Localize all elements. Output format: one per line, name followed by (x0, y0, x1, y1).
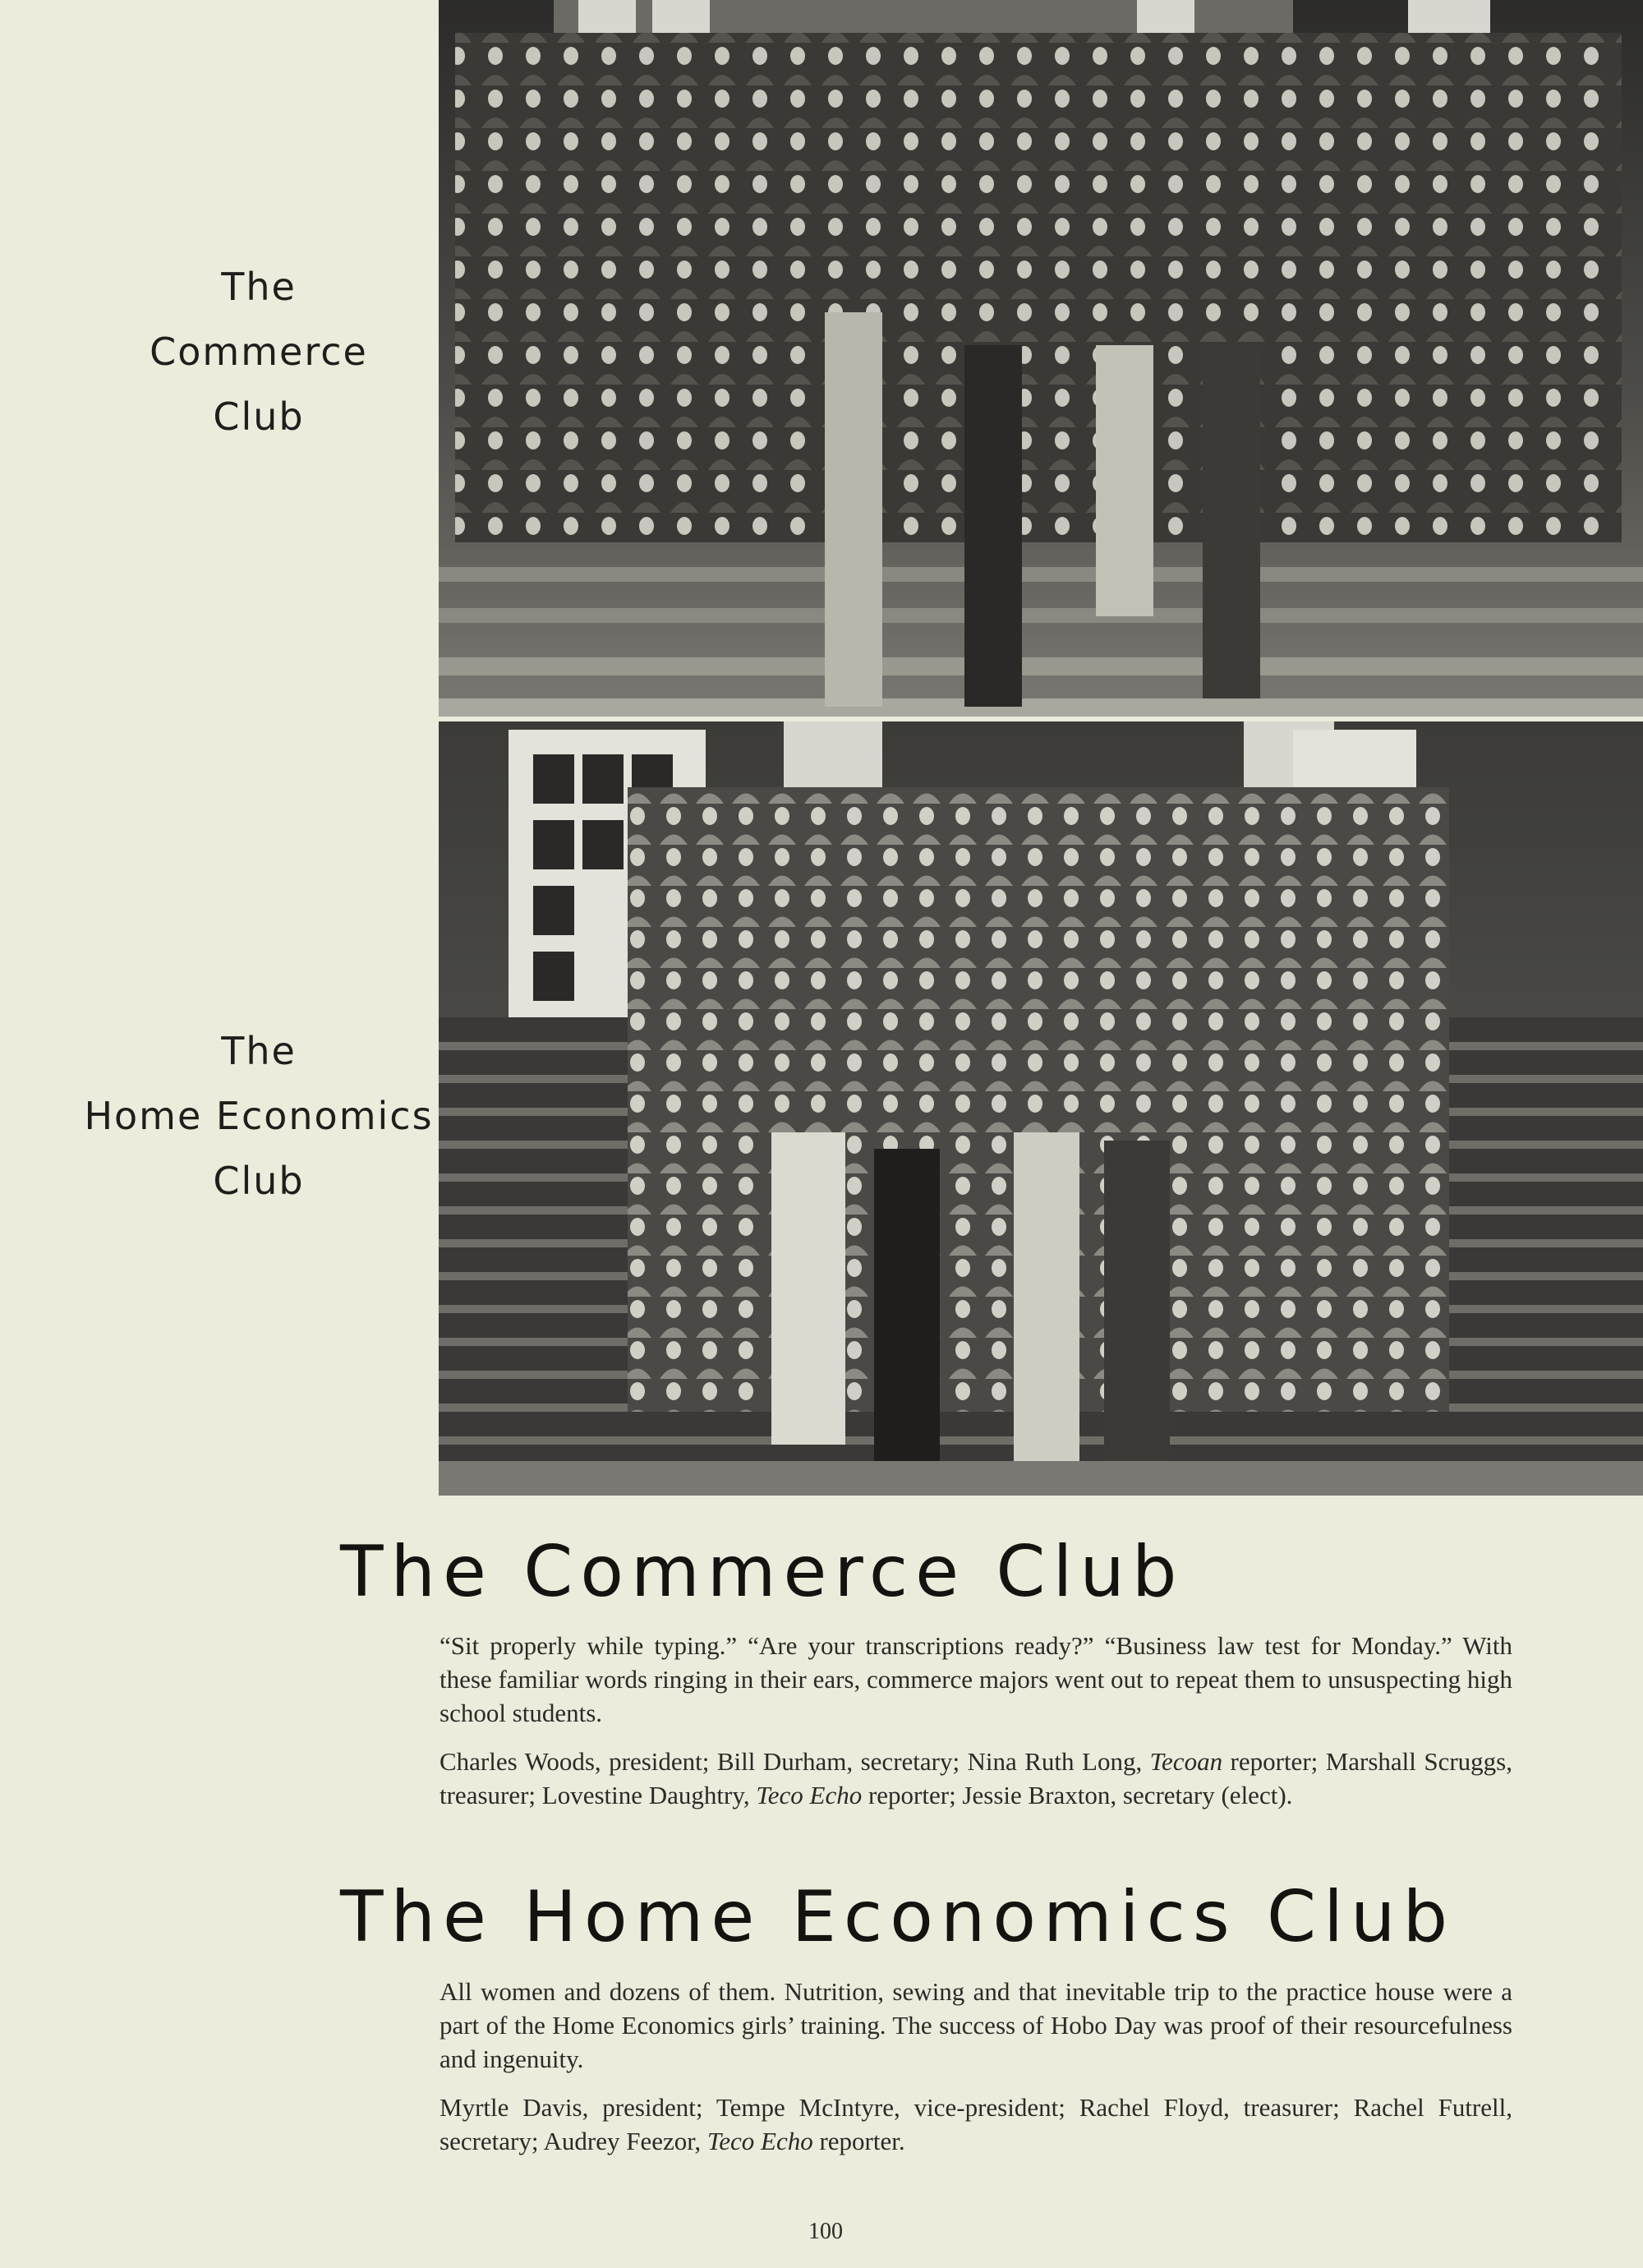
side-label-line: The (221, 1029, 297, 1073)
home-economics-club-heading: The Home Economics Club (340, 1876, 1456, 1958)
side-label-line: Home Economics (84, 1094, 434, 1138)
home-economics-club-side-label (0, 1019, 518, 1214)
side-label-line: Commerce (150, 330, 368, 374)
commerce-club-photo (439, 0, 1643, 717)
page-number: 100 (808, 2219, 843, 2244)
commerce-club-officers: Charles Woods, president; Bill Durham, secretary; Nina Ruth Long, Tecoan reporter; Marshall Scruggs, treasurer; Lovestine Daughtry, Teco Echo reporter; Jessie Braxton, secretary (elect). (440, 1747, 1512, 1809)
commerce-club-text (440, 1629, 1512, 1827)
side-label-line: The (221, 265, 297, 309)
commerce-club-description: “Sit properly while typing.” “Are your transcriptions ready?” “Business law test for Monday.” With these familiar words ringing in their ears, commerce majors went out to repeat them to unsuspecting high school students. (440, 1631, 1512, 1727)
commerce-club-side-label (0, 255, 518, 449)
home-economics-club-officers: Myrtle Davis, president; Tempe McIntyre, vice-president; Rachel Floyd, treasurer; Rachel Futrell, secretary; Audrey Feezor, Teco Echo reporter. (440, 2093, 1512, 2155)
group-photo-icon (439, 721, 1643, 1496)
side-label-line: Club (213, 1159, 305, 1203)
group-photo-icon (439, 0, 1643, 717)
home-economics-club-photo (439, 721, 1643, 1496)
commerce-club-heading: The Commerce Club (340, 1531, 1185, 1613)
home-economics-club-text (440, 1975, 1512, 2173)
side-label-line: Club (213, 394, 305, 439)
home-economics-club-description: All women and dozens of them. Nutrition, sewing and that inevitable trip to the practice house were a part of the Home Economics girls’ training. The success of Hobo Day was proof of their resourcefulness and ingenuity. (440, 1977, 1512, 2073)
